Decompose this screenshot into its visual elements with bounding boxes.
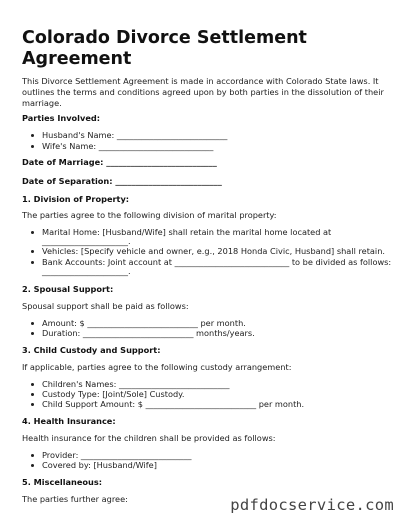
children-names-field: Children's Names: ___________________________ xyxy=(42,379,230,389)
spousal-duration-field: Duration: ___________________________ months/years. xyxy=(42,328,255,338)
bullet-dot xyxy=(31,134,34,137)
bullet-dot xyxy=(31,393,34,396)
bullet-dot xyxy=(31,261,34,264)
vehicles-line: Vehicles: [Specify vehicle and owner, e.g., 2018 Honda Civic, Husband] shall retain. xyxy=(42,246,385,256)
date-of-separation-field: Date of Separation: __________________________ xyxy=(22,176,222,186)
section-custody-text: If applicable, parties agree to the following custody arrangement: xyxy=(22,362,292,372)
section-insurance-text: Health insurance for the children shall be provided as follows: xyxy=(22,433,276,443)
bullet-dot xyxy=(31,403,34,406)
bullet-dot xyxy=(31,383,34,386)
marital-home-blank: _____________________. xyxy=(42,236,131,246)
bullet-dot xyxy=(31,454,34,457)
section-insurance-heading: 4. Health Insurance: xyxy=(22,416,116,426)
section-misc-heading: 5. Miscellaneous: xyxy=(22,477,103,487)
watermark-text: pdfdocservice.com xyxy=(230,496,394,514)
section-division-text: The parties agree to the following division of marital property: xyxy=(22,210,277,220)
date-of-marriage-field: Date of Marriage: ___________________________ xyxy=(22,157,217,167)
wife-name-field: Wife's Name: ____________________________ xyxy=(42,141,214,151)
section-division-heading: 1. Division of Property: xyxy=(22,194,130,204)
spousal-amount-field: Amount: $ ___________________________ per month. xyxy=(42,318,246,328)
marital-home-line: Marital Home: [Husband/Wife] shall retain the marital home located at xyxy=(42,227,332,237)
intro-paragraph: This Divorce Settlement Agreement is made in accordance with Colorado State laws. It outlines the terms and conditions agreed upon by both parties in the dissolution of their marriage. xyxy=(22,76,384,108)
bullet-dot xyxy=(31,145,34,148)
bullet-dot xyxy=(31,464,34,467)
section-spousal-text: Spousal support shall be paid as follows: xyxy=(22,301,189,311)
bullet-dot xyxy=(31,322,34,325)
bullet-dot xyxy=(31,250,34,253)
section-spousal-heading: 2. Spousal Support: xyxy=(22,284,114,294)
bank-accounts-line: Bank Accounts: Joint account at ____________________________ to be divided as follows: xyxy=(42,257,392,267)
insurance-covered-line: Covered by: [Husband/Wife] xyxy=(42,460,157,470)
husband-name-field: Husband's Name: ___________________________ xyxy=(42,130,228,140)
bullet-dot xyxy=(31,332,34,335)
insurance-provider-field: Provider: ___________________________ xyxy=(42,450,192,460)
section-misc-text: The parties further agree: xyxy=(22,494,128,504)
child-support-field: Child Support Amount: $ ___________________________ per month. xyxy=(42,399,305,409)
bank-accounts-blank: _____________________. xyxy=(42,266,131,276)
parties-heading: Parties Involved: xyxy=(22,113,101,123)
custody-type-line: Custody Type: [Joint/Sole] Custody. xyxy=(42,389,185,399)
section-custody-heading: 3. Child Custody and Support: xyxy=(22,345,161,355)
page-title: Colorado Divorce Settlement Agreement xyxy=(22,28,307,69)
bullet-dot xyxy=(31,231,34,234)
